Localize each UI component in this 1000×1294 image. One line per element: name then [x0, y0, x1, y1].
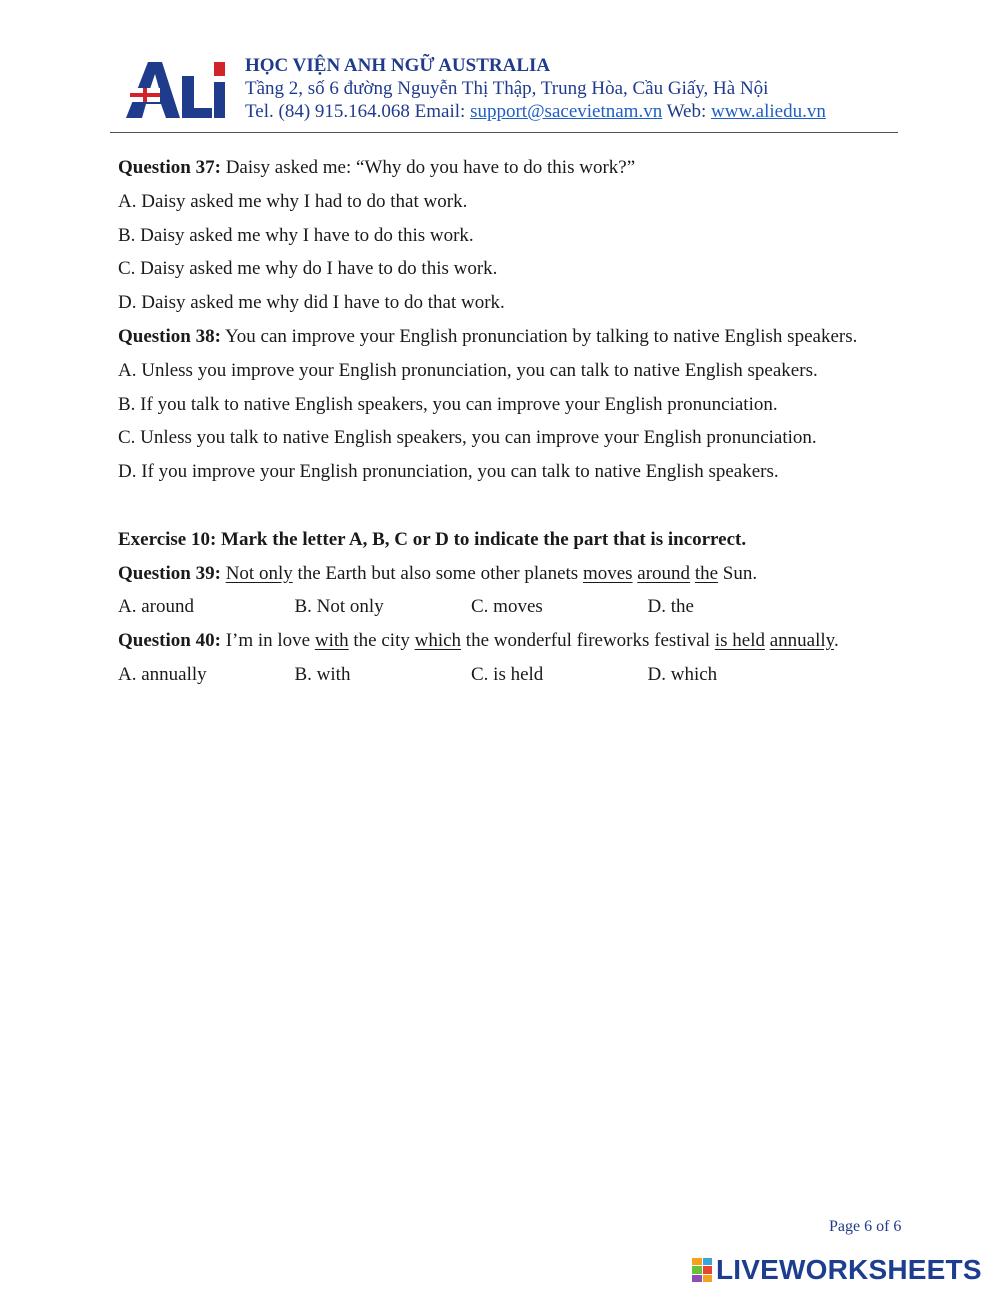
- exercise-10-heading: [118, 526, 908, 560]
- option-d: D. which: [647, 663, 718, 685]
- underlined-part: which: [414, 630, 462, 652]
- liveworksheets-brand[interactable]: [692, 1254, 982, 1286]
- option-c: C. is held: [471, 663, 544, 685]
- text-segment: the Earth but also some other planets: [292, 562, 583, 584]
- option-b: B. Not only: [294, 596, 384, 618]
- option-a: A. Daisy asked me why I had to do that work.: [118, 190, 468, 212]
- web-link[interactable]: www.aliedu.vn: [711, 101, 826, 122]
- option-a: A. Unless you improve your English pronunciation, you can talk to native English speakers.: [118, 359, 818, 381]
- contact-line: [245, 100, 826, 123]
- underlined-part: Not only: [225, 562, 293, 584]
- question-40-options: [118, 661, 908, 695]
- question-label: Question 37:: [118, 157, 221, 178]
- text-segment: Sun.: [718, 562, 758, 584]
- institute-name: HỌC VIỆN ANH NGỮ AUSTRALIA: [245, 55, 551, 76]
- question-38: [118, 323, 908, 357]
- exercise-instruction: Exercise 10: Mark the letter A, B, C or D to indicate the part that is incorrect.: [118, 528, 747, 550]
- liveworksheets-wordmark: LIVEWORKSHEETS: [716, 1254, 982, 1285]
- option-c: C. Daisy asked me why do I have to do this work.: [118, 258, 498, 280]
- option-a: A. annually: [118, 663, 207, 685]
- option-a: A. around: [118, 596, 194, 618]
- underlined-part: is held: [714, 630, 765, 652]
- institute-address: Tầng 2, số 6 đường Nguyễn Thị Thập, Trung Hòa, Cầu Giấy, Hà Nội: [245, 78, 769, 99]
- underlined-part: annually: [769, 630, 834, 652]
- question-37: [118, 154, 908, 188]
- question-text: You can improve your English pronunciation by talking to native English speakers.: [220, 325, 858, 347]
- question-label: Question 39:: [118, 562, 221, 584]
- option-d: D. Daisy asked me why did I have to do that work.: [118, 292, 505, 314]
- question-label: Question 38:: [118, 325, 221, 347]
- underlined-part: around: [637, 562, 691, 584]
- spacer: [118, 492, 908, 526]
- underlined-part: with: [314, 630, 349, 652]
- underlined-part: moves: [582, 562, 633, 584]
- question-text: Daisy asked me: “Why do you have to do this work?”: [220, 157, 636, 178]
- option-c: C. moves: [471, 596, 543, 618]
- text-segment: the city: [348, 630, 415, 652]
- tel-email-label: Tel. (84) 915.164.068 Email:: [245, 101, 471, 122]
- question-39: [118, 560, 908, 594]
- worksheet-content: [118, 154, 908, 695]
- ali-logo: [118, 52, 228, 122]
- underlined-part: the: [694, 562, 719, 584]
- text-segment: the wonderful fireworks festival: [461, 630, 715, 652]
- question-label: Question 40:: [118, 630, 221, 652]
- option-d: D. If you improve your English pronunciation, you can talk to native English speakers.: [118, 461, 779, 483]
- page-number: Page 6 of 6: [829, 1218, 902, 1235]
- document-header: [110, 48, 898, 133]
- header-text-block: [245, 54, 826, 123]
- option-b: B. If you talk to native English speakers, you can improve your English pronunciation.: [118, 393, 778, 415]
- email-link[interactable]: support@sacevietnam.vn: [470, 101, 663, 122]
- option-b: B. Daisy asked me why I have to do this work.: [118, 224, 474, 246]
- option-b: B. with: [294, 663, 351, 685]
- web-label: Web:: [662, 101, 711, 122]
- text-segment: .: [833, 630, 839, 652]
- option-d: D. the: [647, 596, 694, 618]
- liveworksheets-icon: [692, 1258, 712, 1282]
- text-segment: I’m in love: [220, 630, 315, 652]
- option-c: C. Unless you talk to native English speakers, you can improve your English pronunciation.: [118, 427, 817, 449]
- question-40: [118, 627, 908, 661]
- question-39-options: [118, 593, 908, 627]
